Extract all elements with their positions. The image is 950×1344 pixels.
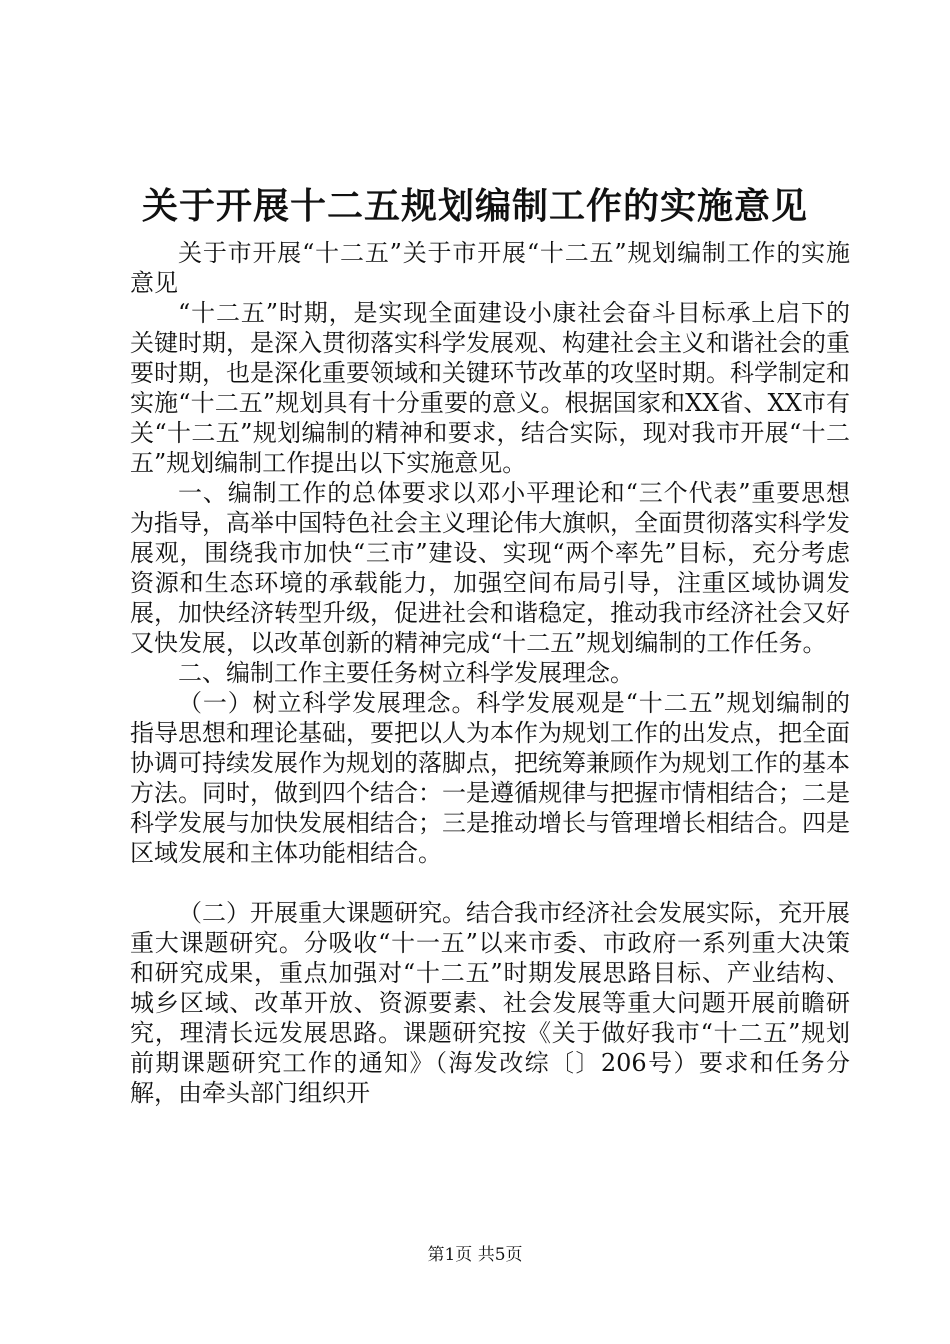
document-title: 关于开展十二五规划编制工作的实施意见 [141,186,808,227]
paragraph-intro: 关于市开展“十二五”关于市开展“十二五”规划编制工作的实施意见 [130,239,850,297]
paragraph-background: “十二五”时期，是实现全面建设小康社会奋斗目标承上启下的关键时期，是深入贯彻落实科学发展观、构建社会主义和谐社会的重要时期，也是深化重要领域和关键环节改革的攻坚时期。科学制定和实施“十二五”规划具有十分重要的意义。根据国家和XX省、XX市有关“十二五”规划编制的精神和要求，结合实际，现对我市开展“十二五”规划编制工作提出以下实施意见。 [130,299,850,477]
paragraph-task-two: （二）开展重大课题研究。结合我市经济社会发展实际，充开展重大课题研究。分吸收“十一五”以来市委、市政府一系列重大决策和研究成果，重点加强对“十二五”时期发展思路目标、产业结构、城乡区域、改革开放、资源要素、社会发展等重大问题开展前瞻研究，理清长远发展思路。课题研究按《关于做好我市“十二五”规划前期课题研究工作的通知》（海发改综〔〕206号）要求和任务分解，由牵头部门组织开 [130,899,850,1107]
paragraph-main-tasks-heading: 二、编制工作主要任务树立科学发展理念。 [178,659,634,687]
paragraph-general-requirements: 一、编制工作的总体要求以邓小平理论和“三个代表”重要思想为指导，高举中国特色社会主义理论伟大旗帜，全面贯彻落实科学发展观，围绕我市加快“三市”建设、实现“两个率先”目标，充分考虑资源和生态环境的承载能力，加强空间布局引导，注重区域协调发展，加快经济转型升级，促进社会和谐稳定，推动我市经济社会又好又快发展，以改革创新的精神完成“十二五”规划编制的工作任务。 [130,479,850,657]
document-body [130,238,850,1108]
paragraph-task-one: （一）树立科学发展理念。科学发展观是“十二五”规划编制的指导思想和理论基础，要把以人为本作为规划工作的出发点，把全面协调可持续发展作为规划的落脚点，把统筹兼顾作为规划工作的基本方法。同时，做到四个结合：一是遵循规律与把握市情相结合；二是科学发展与加快发展相结合；三是推动增长与管理增长相结合。四是区域发展和主体功能相结合。 [130,689,850,867]
page-footer: 第1页 共5页 [427,1245,523,1265]
